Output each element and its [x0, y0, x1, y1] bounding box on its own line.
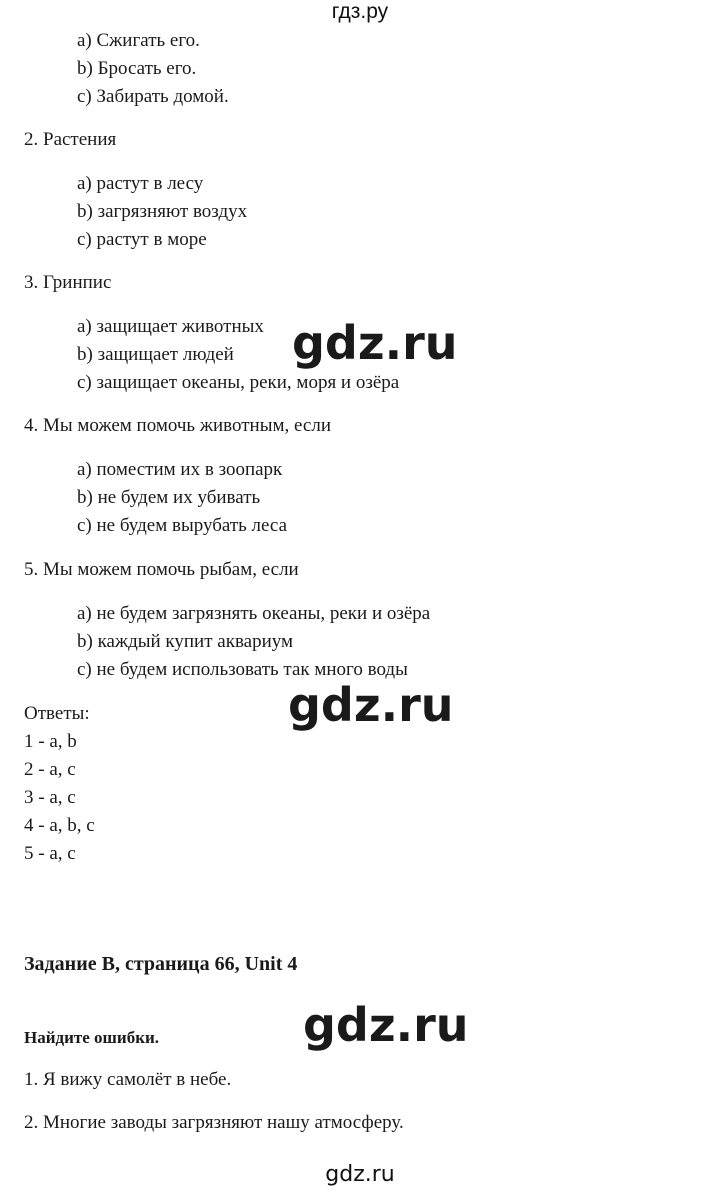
answers-title: Ответы: — [24, 703, 90, 724]
q5-option-b: b) каждый купит аквариум — [77, 631, 294, 652]
watermark: gdz.ru — [288, 678, 454, 732]
answer-item: 5 - a, c — [24, 843, 76, 864]
q4-option-b: b) не будем их убивать — [77, 487, 261, 508]
watermark: gdz.ru — [303, 998, 469, 1052]
q2-option-c: c) растут в море — [77, 229, 207, 250]
q4-option-a: a) поместим их в зоопарк — [77, 459, 283, 480]
q2-option-b: b) загрязняют воздух — [77, 201, 248, 222]
task-b-heading: Задание B, страница 66, Unit 4 — [24, 953, 298, 975]
answer-item: 3 - a, c — [24, 787, 76, 808]
watermark: gdz.ru — [292, 316, 458, 370]
task-b-item-1: 1. Я вижу самолёт в небе. — [24, 1069, 232, 1090]
q2-option-a: a) растут в лесу — [77, 173, 204, 194]
site-header: гдз.ру — [331, 0, 389, 23]
answer-item: 1 - a, b — [24, 731, 77, 752]
q4-question: 4. Мы можем помочь животным, если — [24, 415, 331, 436]
q3-question: 3. Гринпис — [24, 272, 112, 293]
q3-option-b: b) защищает людей — [77, 344, 234, 365]
q4-option-c: c) не будем вырубать леса — [77, 515, 288, 536]
task-b-item-2: 2. Многие заводы загрязняют нашу атмосферу. — [24, 1112, 404, 1133]
q5-option-a: a) не будем загрязнять океаны, реки и озёра — [77, 603, 431, 624]
q5-option-c: c) не будем использовать так много воды — [77, 659, 408, 680]
q2-question: 2. Растения — [24, 129, 117, 150]
q1-option-a: a) Сжигать его. — [77, 30, 200, 51]
q3-option-a: a) защищает животных — [77, 316, 264, 337]
q1-option-c: c) Забирать домой. — [77, 86, 229, 107]
task-b-instruction: Найдите ошибки. — [24, 1028, 160, 1047]
site-footer: gdz.ru — [325, 1162, 395, 1187]
answer-item: 2 - a, c — [24, 759, 76, 780]
q5-question: 5. Мы можем помочь рыбам, если — [24, 559, 299, 580]
q3-option-c: c) защищает океаны, реки, моря и озёра — [77, 372, 400, 393]
answer-item: 4 - a, b, c — [24, 815, 95, 836]
q1-option-b: b) Бросать его. — [77, 58, 197, 79]
